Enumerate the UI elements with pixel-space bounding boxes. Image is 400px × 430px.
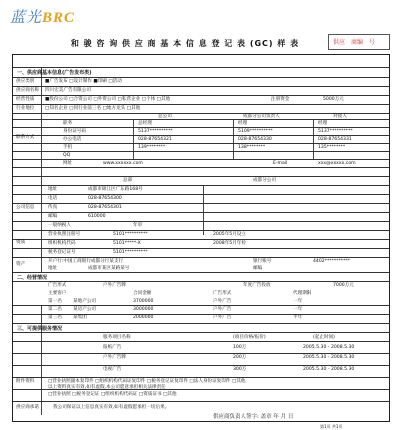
- logo-accent: BRC: [42, 10, 76, 26]
- cell: 7000万元: [333, 283, 354, 288]
- cell: 经理: [238, 121, 248, 126]
- cell: 电话: [48, 196, 58, 201]
- cell: 200万: [233, 355, 247, 360]
- col-line: [133, 119, 134, 159]
- cell: 某集团: [73, 315, 87, 320]
- cell: 第一名: [48, 299, 62, 304]
- cell: 代理期限: [293, 291, 312, 296]
- cell: 户外广告: [213, 299, 232, 304]
- cell: 028-87654301: [88, 205, 122, 210]
- reg-capital-value: 5000万元: [323, 97, 344, 102]
- cell: 一般纳税人: [48, 223, 71, 228]
- cell: 028-87654331: [318, 137, 352, 142]
- cell: 手机: [63, 145, 73, 150]
- signature-line: 供应商负责人签字: 盖章 年 月 日: [213, 414, 294, 420]
- logo-main: 蓝光: [10, 10, 43, 26]
- col-line: [313, 119, 314, 159]
- cell: 邮编: [48, 214, 58, 219]
- cell: 户外广告牌: [103, 355, 126, 360]
- form-title: 和 骏 咨 询 供 应 商 基 本 信 息 登 记 表 (GC) 样 表: [70, 39, 300, 48]
- cell: 一年: [293, 307, 303, 312]
- cell: 5101**********: [113, 250, 148, 255]
- cell: 3000000: [133, 307, 154, 312]
- cell: 2008年5月年检: [213, 241, 246, 246]
- registration-form: [12, 54, 390, 422]
- account-value: 4402***********: [313, 259, 350, 264]
- cell: 身份证号码: [63, 129, 86, 134]
- supplier-name-value: 四川宏美广告有限公司: [45, 88, 91, 93]
- attachments-note: 以上资料真实有效,如有虚假,本公司愿意承担相关法律责任: [48, 385, 166, 390]
- supply-type-label: 供应类别: [16, 79, 35, 84]
- branch-col: 成都分公司: [253, 178, 276, 183]
- business-nature-label: 经营性质: [16, 97, 35, 102]
- supplier-name-label: 供应商名称: [16, 88, 39, 93]
- cell: 服务项目名称: [103, 335, 131, 340]
- section1-title: 一、供应商基本信息(广告发布类): [17, 70, 92, 76]
- assets-label: 资产: [16, 262, 26, 267]
- contact-label: 联系方式: [16, 135, 35, 140]
- cell: 成都市某区某路某号: [88, 266, 130, 271]
- account-label: 银行账号: [253, 259, 272, 264]
- cell: 年度广告投放: [243, 283, 271, 288]
- cell: 广告形式: [48, 283, 67, 288]
- cell: 合同金额: [133, 291, 152, 296]
- cell: 半年: [293, 315, 303, 320]
- email-label: E-mail: [273, 161, 288, 166]
- cell: 第三名: [48, 315, 62, 320]
- cell: 2000000: [133, 315, 154, 320]
- cell: 经理: [318, 121, 328, 126]
- cell: 电视广告: [103, 367, 122, 372]
- section2-title: 二、经营情况: [17, 275, 48, 281]
- cell: 广告形式: [213, 291, 232, 296]
- cell: 办公电话: [63, 137, 82, 142]
- cell: (项目价格/报价): [233, 335, 266, 340]
- website-value: www.xxxxxx.com: [103, 161, 143, 166]
- commitment-label: 供应商承诺: [16, 405, 39, 410]
- cell: 5101**********: [113, 232, 148, 237]
- col-line: [233, 119, 234, 159]
- cell: 5101*****-X: [113, 241, 141, 246]
- cell: 邮编: [253, 266, 263, 271]
- col-line: [41, 305, 42, 415]
- cell: 135********: [318, 145, 346, 150]
- brand-logo: [10, 6, 75, 27]
- cell: 主要客户: [48, 291, 67, 296]
- attachments-options: □营业执照 □税务登记证 □组织机构代码证 □资质证书 □其他: [48, 392, 177, 397]
- cell: 300万: [233, 367, 247, 372]
- business-nature-value: ■股份公司 □合资公司 □外资公司 □私营企业 □个体 □其他: [45, 97, 171, 102]
- cell: 地址: [48, 187, 58, 192]
- cell: 总经理: [138, 121, 152, 126]
- cell: 职务: [63, 121, 73, 126]
- commitment-text: 我公司保证以上信息真实有效,如有虚假愿承担一切后果。: [53, 405, 170, 410]
- cell: 028-87654330: [238, 137, 272, 142]
- cell: 028-87654300: [88, 196, 122, 201]
- email-value: xxx@xxxxx.com: [318, 161, 356, 166]
- cell: 2005.5.30 - 2008.5.30: [303, 367, 355, 372]
- cell: 2005年5月设立: [213, 232, 246, 237]
- attachments-value: □营业执照副本复印件 □组织机构代码证复印件 □税务登记证复印件 □法人身份证复印件 □其他: [48, 379, 246, 384]
- attachments-label: 附件资料: [16, 379, 35, 384]
- cell: 营业执照注册号: [48, 232, 81, 237]
- cell: 某地产公司: [73, 299, 96, 304]
- cell: 网址: [63, 161, 73, 166]
- page-footer: 第1页 共1页: [320, 424, 343, 429]
- cell: 某房产公司: [73, 307, 96, 312]
- cell: 税务登记证号: [48, 250, 76, 255]
- cell: 610000: [88, 214, 106, 219]
- cell: 年审: [133, 223, 143, 228]
- cell: 139********: [138, 145, 166, 150]
- contact-col2: 成都分公司负责人: [243, 114, 280, 119]
- company-info-label: 公司信息: [16, 205, 35, 210]
- qualification-label: 资质: [16, 240, 26, 245]
- cell: 组织机构代码: [48, 241, 76, 246]
- cell: QQ: [63, 153, 71, 158]
- hq-col: 总部: [123, 178, 133, 183]
- cell: 户外广告: [213, 315, 232, 320]
- supplier-number-box: [328, 34, 390, 50]
- cell: 138********: [238, 145, 266, 150]
- cell: 5137**********: [318, 129, 353, 134]
- cell: 成都市锦江区广东路168号: [88, 187, 143, 192]
- cell: 3700000: [133, 299, 154, 304]
- stamp-text-3: 号: [369, 39, 376, 46]
- contact-col3: 对接人: [333, 114, 347, 119]
- industry-label: 行业地位: [16, 106, 35, 111]
- stamp-text-2: 商编: [351, 39, 364, 46]
- bank-name: 开户行:中国工商银行成都分行某支行: [48, 259, 124, 264]
- section3-title: 三、可提供服务情况: [17, 326, 63, 332]
- cell: 报纸广告: [103, 345, 122, 350]
- industry-value: □知名企业 □同行业前三名 □地方龙头 □其他: [45, 106, 141, 111]
- cell: 户外广告牌: [103, 283, 126, 288]
- cell: 100万: [233, 345, 247, 350]
- reg-capital-label: 注册资金: [271, 97, 290, 102]
- cell: 5109**********: [238, 129, 273, 134]
- cell: 传真: [48, 205, 58, 210]
- cell: (起止时间): [313, 335, 335, 340]
- cell: 地址: [48, 266, 58, 271]
- cell: 028-87654321: [138, 137, 172, 142]
- supply-type-value: ■广告发布 □设计制作 ■印刷 □活动: [45, 79, 122, 84]
- col-line: [203, 185, 204, 235]
- cell: 第二名: [48, 307, 62, 312]
- cell: 2005.5.30 - 2008.5.30: [303, 345, 355, 350]
- cell: 一年: [293, 299, 303, 304]
- cell: 户外广告: [213, 307, 232, 312]
- contact-col1: 总公司: [158, 114, 172, 119]
- stamp-text-1: 供应: [333, 39, 346, 46]
- cell: 2005.5.30 - 2008.5.30: [303, 355, 355, 360]
- cell: 5137**********: [138, 129, 173, 134]
- col-line: [41, 67, 42, 272]
